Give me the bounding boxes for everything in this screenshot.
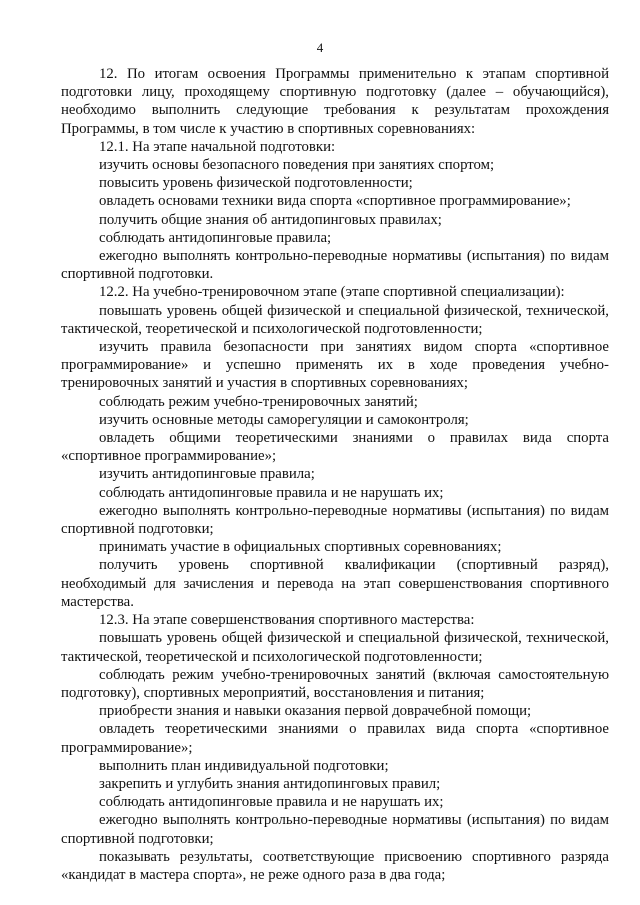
list-item: повышать уровень общей физической и специальной физической, технической, тактической, теоретической и психологической подготовленности;: [61, 302, 609, 337]
heading-12-1: 12.1. На этапе начальной подготовки:: [99, 138, 336, 155]
list-item: овладеть основами техники вида спорта «спортивное программирование»;: [99, 193, 571, 210]
list-item: овладеть общими теоретическими знаниями о правилах вида спорта «спортивное программирование»;: [61, 430, 609, 465]
list-item: повысить уровень физической подготовленности;: [99, 175, 413, 192]
list-item: получить уровень спортивной квалификации (спортивный разряд), необходимый для зачисления и перевода на этап совершенствования спортивного мастерства.: [61, 557, 609, 610]
list-item: ежегодно выполнять контрольно-переводные нормативы (испытания) по видам спортивной подготовки;: [61, 502, 609, 538]
list-item: овладеть теоретическими знаниями о правилах вида спорта «спортивное программирование»;: [61, 721, 609, 756]
heading-12-3: 12.3. На этапе совершенствования спортивного мастерства:: [99, 612, 475, 629]
list-item: соблюдать антидопинговые правила и не нарушать их;: [99, 484, 444, 501]
list-item: изучить правила безопасности при занятиях видом спорта «спортивное программирование» и успешно применять их в ходе проведения учебно-тренировочных занятий и участия в спортивных соревнованиях;: [61, 339, 609, 392]
list-item: соблюдать режим учебно-тренировочных занятий (включая самостоятельную подготовку), спортивных мероприятий, восстановления и питания;: [61, 666, 609, 701]
list-item: изучить антидопинговые правила;: [99, 466, 315, 483]
list-item: ежегодно выполнять контрольно-переводные нормативы (испытания) по видам спортивной подготовки.: [61, 248, 609, 283]
paragraph-intro: 12. По итогам освоения Программы применительно к этапам спортивной подготовки лицу, проходящему спортивную подготовку (далее – обучающийся), необходимо выполнить следующие требования к результатам прохождения Программы, в том числе к участию в спортивных соревнованиях:: [61, 66, 609, 137]
list-item: изучить основы безопасного поведения при занятиях спортом;: [99, 157, 495, 174]
list-item: приобрести знания и навыки оказания первой доврачебной помощи;: [99, 703, 532, 720]
list-item: закрепить и углубить знания антидопинговых правил;: [99, 775, 441, 792]
list-item: соблюдать режим учебно-тренировочных занятий;: [99, 393, 418, 410]
list-item: изучить основные методы саморегуляции и самоконтроля;: [99, 411, 469, 428]
list-item: выполнить план индивидуальной подготовки;: [99, 757, 389, 774]
list-item: ежегодно выполнять контрольно-переводные нормативы (испытания) по видам спортивной подготовки;: [61, 812, 609, 847]
document-body: [61, 65, 609, 884]
heading-12-2: 12.2. На учебно-тренировочном этапе (этапе спортивной специализации):: [99, 284, 565, 301]
list-item: принимать участие в официальных спортивных соревнованиях;: [99, 539, 502, 556]
list-item: повышать уровень общей физической и специальной физической, технической, тактической, теоретической и психологической подготовленности;: [61, 630, 609, 665]
list-item: соблюдать антидопинговые правила и не нарушать их;: [99, 794, 444, 811]
page-number: 4: [316, 40, 324, 55]
list-item: соблюдать антидопинговые правила;: [99, 229, 332, 246]
list-item: получить общие знания об антидопинговых правилах;: [99, 211, 442, 228]
list-item: показывать результаты, соответствующие присвоению спортивного разряда «кандидат в мастера спорта», не реже одного раза в два года;: [61, 848, 609, 883]
